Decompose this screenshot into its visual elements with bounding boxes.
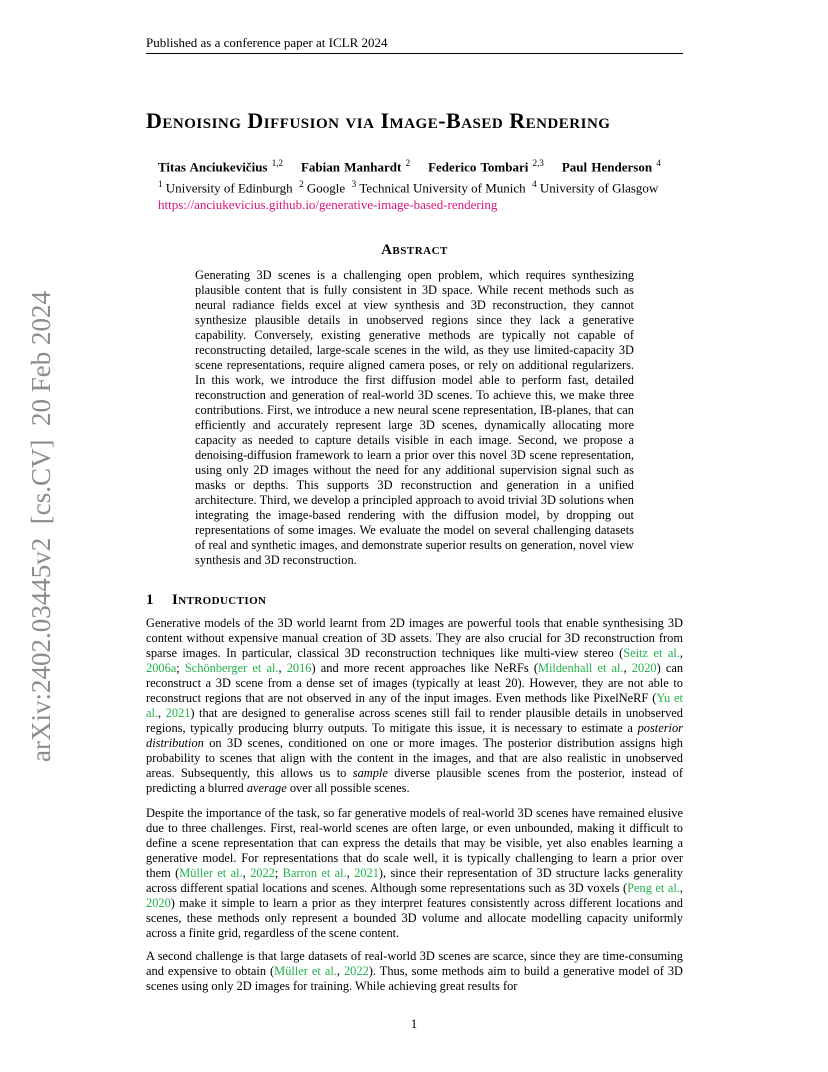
citation-year-link[interactable]: 2022 [250,866,275,880]
running-header [146,36,683,54]
citation-link[interactable]: Barron et al. [282,866,347,880]
author-block [158,155,688,213]
text-run: diverse plausible scenes from the posterior, instead of predicting a blurred [146,766,684,795]
arxiv-id-text: arXiv:2402.03445v2 [cs.CV] 20 Feb 2024 [26,291,56,762]
text-run: , [623,661,632,675]
text-run: , [242,866,251,880]
text-run: ) make it simple to learn a prior as they interpret features consistently across different locations and scenes, these methods only represent a bounded 3D volume and allocate modelling capacity uniformly across a finite grid, regardless of the scene content. [146,896,683,940]
arxiv-stamp [21,282,61,762]
section-heading [146,592,683,609]
text-run: , [336,964,344,978]
text-run: Generative models of the 3D world learnt from 2D images are powerful tools that enable synthesising 3D content without expensive manual creation of 3D assets. They are also crucial for 3D reconstruction from sparse images. In particular, classical 3D reconstruction techniques like multi-view stereo ( [146,616,683,660]
citation-link[interactable]: Müller et al. [274,964,337,978]
citation-link[interactable]: Schönberger et al. [184,661,279,675]
venue-text: Published as a conference paper at ICLR 2024 [146,35,388,50]
intro-paragraph-3 [146,949,683,994]
text-run: Despite the importance of the task, so far generative models of real-world 3D scenes have remained elusive due to three challenges. First, real-world scenes are often large, or even unbounded, making it difficult to define a scene representation that can express the details that may be visible, yet also enables learning a generative model. For representations that do scale well, it is typically challenging to learn a prior over them ( [146,806,683,880]
citation-year-link[interactable]: 2016 [286,661,312,675]
citation-year-link[interactable]: 2020 [631,661,657,675]
abstract-text: Generating 3D scenes is a challenging open problem, which requires synthesizing plausible content that is fully consistent in 3D space. While recent methods such as neural radiance fields excel at view synthesis and 3D reconstruction, they cannot synthesize plausible details in unobserved regions since they lack a generative capability. Conversely, existing generative methods are typically not capable of reconstructing detailed, large-scale scenes in the wild, as they use limited-capacity 3D scene representations, require aligned camera poses, or rely on additional regularizers. In this work, we introduce the first diffusion model able to perform fast, detailed reconstruction and generation of real-world 3D scenes. To achieve this, we make three contributions. First, we introduce a new neural scene representation, IB-planes, that can efficiently and accurately represent large 3D scenes, dynamically allocating more capacity as needed to capture details visible in each image. Second, we propose a denoising-diffusion framework to learn a prior over this novel 3D scene representation, using only 2D images without the need for any additional supervision signal such as masks or depths. This supports 3D reconstruction and generation in a unified architecture. Third, we develop a principled approach to avoid trivial 3D solutions when integrating the image-based rendering with the diffusion model, by dropping out representations of some images. We evaluate the model on several challenging datasets of real and synthetic images, and demonstrate superior results on generation, novel view synthesis and 3D reconstruction. [195,268,634,567]
affiliation: University of Edinburgh [165,180,293,196]
author-names [158,155,688,175]
intro-paragraph-1 [146,616,683,796]
text-run: , [278,661,287,675]
text-run: over all possible scenes. [286,781,410,795]
author-name: Paul Henderson [561,159,653,175]
affil-sup: 2 [299,179,304,190]
paper-title: Denoising Diffusion via Image-Based Rendering [146,108,611,133]
text-run: A second challenge is that large datasets of real-world 3D scenes are scarce, since they are time-consuming and expensive to obtain ( [146,949,683,978]
affil-sup: 3 [351,179,357,190]
text-run: ). Thus, some methods aim to build a generative model of 3D scenes using only 2D images for training. While achieving great results for [146,964,683,993]
text-run: ) that are designed to generalise across scenes still fail to render plausible details in unobserved regions, typically producing blurry outputs. To mitigate this issue, it is necessary to estimate a [146,706,683,735]
affiliation: Google [306,180,346,196]
abstract-heading: Abstract [381,242,448,258]
affiliations [158,176,688,196]
author-name: Federico Tombari [428,159,529,175]
emphasis-text: average [246,781,287,795]
text-run: ; [274,866,283,880]
text-run: on 3D scenes, conditioned on one or more images. The posterior distribution assigns high probability to scenes that align with the content in the images, and that are also realistic in unobserved areas. Subsequently, this allows us to [146,736,683,780]
project-url-line [158,197,688,213]
citation-year-link[interactable]: 2021 [354,866,379,880]
affil-sup: 4 [532,179,537,190]
citation-year-link[interactable]: 2021 [165,706,191,720]
text-run: ) and more recent approaches like NeRFs ( [311,661,538,675]
citation-year-link[interactable]: 2022 [343,964,369,978]
text-run: , [158,706,166,720]
citation-link[interactable]: Peng et al. [627,881,680,895]
affiliation: University of Glasgow [539,180,659,196]
citation-link[interactable]: Seitz et al. [623,646,680,660]
citation-link[interactable]: Mildenhall et al. [537,661,624,675]
text-run: ; [176,661,185,675]
page-number: 1 [410,1016,418,1031]
author-name: Fabian Manhardt [300,159,402,175]
intro-paragraph-2 [146,806,683,941]
text-run: ), since their representation of 3D structure lacks generality across different spatial locations and scenes. Although some representations such as 3D voxels ( [146,866,683,895]
affiliation: Technical University of Munich [359,180,526,196]
affil-sup: 1 [158,179,163,190]
emphasis-text: sample [352,766,388,780]
text-run: , [679,881,683,895]
text-run: , [346,866,355,880]
citation-year-link[interactable]: 2006a [146,661,177,675]
citation-link[interactable]: Müller et al. [179,866,243,880]
project-url-link[interactable]: https://anciukevicius.github.io/generative-image-based-rendering [158,196,498,212]
text-run: , [679,646,683,660]
author-affil-sup: 2,3 [532,158,544,168]
citation-year-link[interactable]: 2020 [146,896,171,910]
author-name: Titas Anciukevičius [158,159,268,175]
text-run: ) can reconstruct a 3D scene from a dense set of images (typically at least 20). However, they are not able to reconstruct regions that are not observed in any of the input images. Even methods like PixelNeRF ( [146,661,684,705]
author-affil-sup: 4 [656,158,661,168]
emphasis-text: posterior distribution [146,721,683,750]
author-affil-sup: 1,2 [271,158,283,168]
author-affil-sup: 2 [405,158,411,168]
citation-link[interactable]: Yu et al. [146,691,684,720]
section-number: 1 [146,592,154,608]
section-title: Introduction [172,592,267,608]
